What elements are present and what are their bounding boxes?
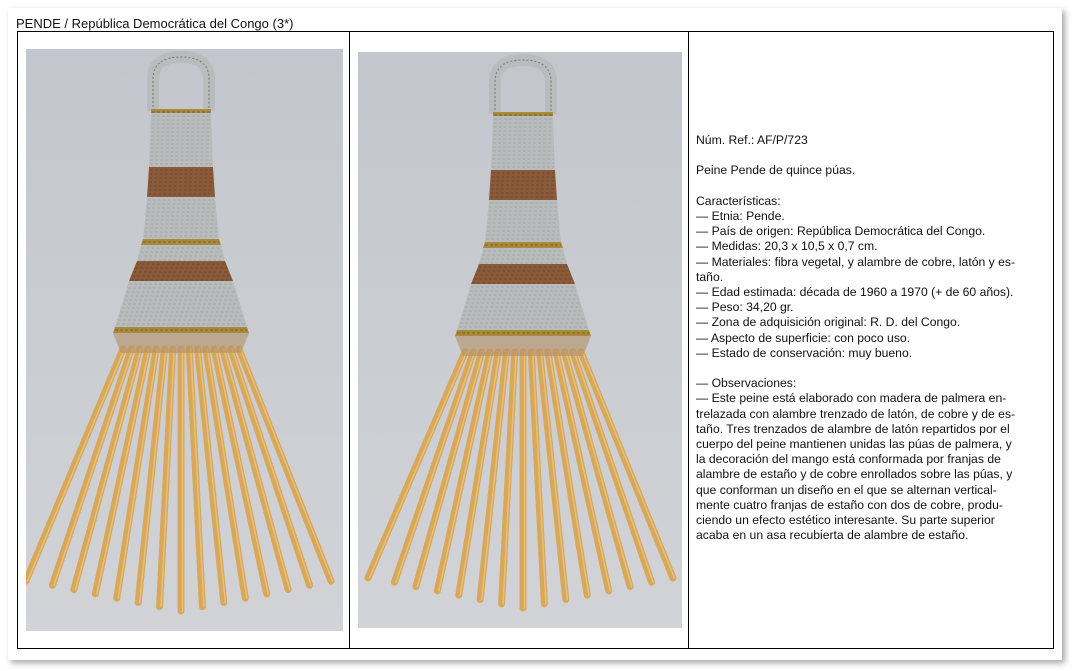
feature-line: — Edad estimada: década de 1960 a 1970 (+ de 60 años). [696,285,1014,299]
comb-illustration-front [26,49,343,631]
handle-band [137,245,225,261]
observation-line: ciendo un efecto estético interesante. Su parte superior [696,513,995,528]
observations-title: — Observaciones: [696,376,797,391]
handle-band [143,197,219,239]
feature-line: — Aspecto de superficie: con poco uso. [696,330,911,345]
observation-line: acaba en un asa recubierta de alambre de estaño. [696,528,969,543]
observation-line: mente cuatro franjas de estaño con dos de cobre, produ- [696,497,1003,512]
observation-line: cuerpo del peine mantienen unidas las púas de palmera, y [696,437,1012,452]
handle-band [479,248,567,264]
feature-line: — Peso: 34,20 gr. [696,300,794,315]
handle-band [151,109,211,113]
observation-line: — Este peine está elaborado con madera de palmera en- [696,391,1007,406]
description-cell [689,32,1053,648]
comb-photo-front [26,49,343,631]
observation-line: alambre de estaño y de cobre enrollados sobre las púas, y [696,467,1013,482]
page-title: PENDE / República Democrática del Congo (3*) [16,16,294,31]
feature-line: — Estado de conservación: muy bueno. [696,345,913,360]
observation-line: que conforman un diseño en el que se alternan vertical- [696,482,997,497]
feature-line: — Zona de adquisición original: R. D. del Congo. [696,315,961,330]
feature-line: — Materiales: fibra vegetal, y alambre de cobre, latón y es- [696,254,1016,269]
description-text [696,133,1048,543]
handle-band [493,112,553,116]
observation-line: taño. Tres trenzados de alambre de latón repartidos por el [696,421,1010,436]
feature-line: taño. [696,269,724,284]
summary: Peine Pende de quince púas. [696,163,856,178]
photo-cell-front [18,32,350,648]
observation-line: la decoración del mango está conformada por franjas de [696,452,1001,467]
comb-illustration-back [358,52,682,628]
observation-line: trelazada con alambre trenzado de latón, de cobre y de es- [696,406,1016,421]
features-title: Características: [696,193,781,208]
reference-number: Núm. Ref.: AF/P/723 [696,133,808,147]
feature-line: — País de origen: República Democrática del Congo. [696,224,986,239]
photo-cell-back [350,32,689,648]
catalog-table [17,31,1054,649]
features-list [696,209,1048,361]
feature-line: — Etnia: Pende. [696,208,785,223]
feature-line: — Medidas: 20,3 x 10,5 x 0,7 cm. [696,239,878,254]
comb-photo-back [358,52,682,628]
observations-text [696,391,1048,543]
handle-band [485,200,561,242]
